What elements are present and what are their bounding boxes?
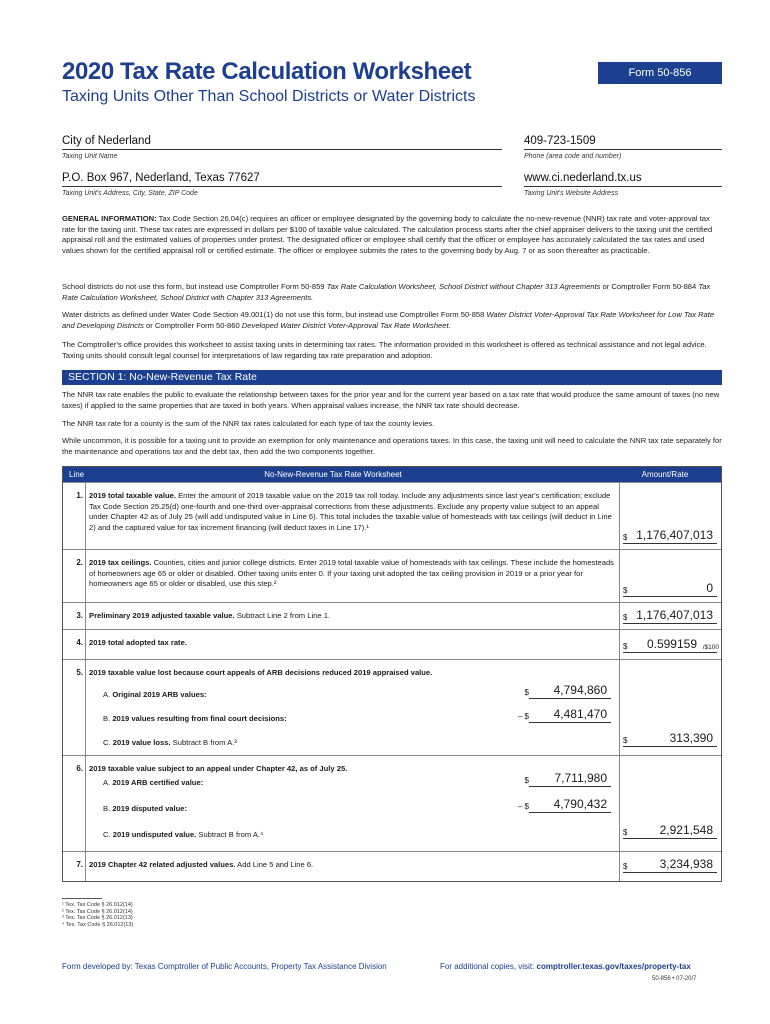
taxing-unit-name-value: City of Nederland <box>62 135 502 150</box>
footnotes <box>62 902 133 928</box>
worksheet-line-7: 7. 2019 Chapter 42 related adjusted values. Add Line 5 and Line 6. $ 3,234,938 <box>63 851 721 881</box>
nnr-worksheet-table <box>62 466 722 882</box>
worksheet-line-6: 6. 2019 taxable value subject to an appeal under Chapter 42, as of July 25. A. 2019 ARB certified value: $ 7,711,980 B. 2019 disputed value: – $ 4,790,432 C. 2019 undisputed value. Subtract B from A.⁴ $ 2,921,548 <box>63 755 721 851</box>
address-field <box>62 172 502 197</box>
phone-field <box>524 135 722 160</box>
worksheet-line-4: 4. 2019 total adopted tax rate. $ 0.599159 /$100 <box>63 629 721 659</box>
taxing-unit-name-field <box>62 135 502 160</box>
line-3-amount[interactable]: $ 1,176,407,013 <box>623 609 717 624</box>
worksheet-line-2: 2. 2019 tax ceilings. Counties, cities and junior college districts. Enter 2019 total taxable value of homesteads with tax ceilings. These include the homesteads of homeowners age 65 or older or disabled. Other taxing units enter 0. If your taxing unit adopted the tax ceiling provision in 2019 or a prior year for homeowners age 65 or older or disabled, use this step.² $ 0 <box>63 549 721 602</box>
address-label: Taxing Unit's Address, City, State, ZIP Code <box>62 190 198 197</box>
footer-copies: For additional copies, visit: comptroller.texas.gov/taxes/property-tax <box>440 962 691 971</box>
worksheet-line-3: 3. Preliminary 2019 adjusted taxable value. Subtract Line 2 from Line 1. $ 1,176,407,013 <box>63 602 721 629</box>
line-6-amount[interactable]: $ 2,921,548 <box>623 824 717 839</box>
line-7-amount[interactable]: $ 3,234,938 <box>623 858 717 873</box>
footnote: ¹ Tex. Tax Code § 26.012(14) <box>62 902 133 908</box>
line-2-amount[interactable]: $ 0 <box>623 582 717 597</box>
general-information-heading: GENERAL INFORMATION: <box>62 214 157 223</box>
footnote-divider <box>62 898 102 899</box>
phone-value: 409-723-1509 <box>524 135 722 150</box>
comptroller-disclaimer-paragraph: The Comptroller's office provides this worksheet to assist taxing units in determining tax rates. The information provided in this worksheet is offered as technical assistance and not legal advice. Taxing units should consult legal counsel for interpretations of law regarding tax rate preparation and adoption. <box>62 340 707 360</box>
form-number-badge: Form 50-856 <box>598 62 722 84</box>
website-value: www.ci.nederland.tx.us <box>524 172 722 187</box>
line-5a: A. Original 2019 ARB values: <box>103 690 207 699</box>
phone-label: Phone (area code and number) <box>524 153 622 160</box>
section-1-county-note: The NNR tax rate for a county is the sum of the NNR tax rates calculated for each type of tax the county levies. <box>62 419 435 428</box>
footnote: ² Tex. Tax Code § 26.012(14) <box>62 908 133 915</box>
line-6c: C. 2019 undisputed value. Subtract B from A.⁴ <box>103 830 264 839</box>
col-amount-header: Amount/Rate <box>641 470 689 479</box>
line-5c: C. 2019 value loss. Subtract B from A.³ <box>103 738 237 747</box>
page-title: 2020 Tax Rate Calculation Worksheet <box>62 58 472 85</box>
general-information-paragraph: GENERAL INFORMATION: Tax Code Section 26.04(c) requires an officer or employee designated by the governing body to calculate the no-new-revenue (NNR) tax rate and voter-approval tax rate for the taxing unit. These tax rates are expressed in dollars per $100 of taxable value calculated. The calculation process starts after the chief appraiser delivers to the taxing unit the certified appraisal roll and the estimated values of properties under protest. The designated officer or employee shall certify that the officer or employee has accurately calculated the tax rates and used values shown for the certified appraisal roll or certified estimate. The officer or employee submits the rates to the governing body by Aug. 7 or as soon thereafter as practicable. <box>62 214 713 255</box>
comptroller-link[interactable]: comptroller.texas.gov/taxes/property-tax <box>536 962 691 971</box>
section-1-header: SECTION 1: No-New-Revenue Tax Rate <box>62 370 722 385</box>
col-line-header: Line <box>69 470 85 479</box>
page-subtitle: Taxing Units Other Than School Districts or Water Districts <box>62 88 476 105</box>
line-6a: A. 2019 ARB certified value: <box>103 778 204 787</box>
worksheet-line-5: 5. 2019 taxable value lost because court appeals of ARB decisions reduced 2019 appraised value. A. Original 2019 ARB values: $ 4,794,860 B. 2019 values resulting from final court decisions: – $ 4,481,470 C. 2019 value loss. Subtract B from A.³ $ 313,390 <box>63 659 721 755</box>
water-district-paragraph: Water districts as defined under Water Code Section 49.001(1) do not use this form, but instead use Comptroller Form 50-858 Water District Voter-Approval Tax Rate Worksheet for Low Tax Rate and Developing Districts or Comptroller Form 50-860 Developed Water District Voter-Approval Tax Rate Worksheet. <box>62 310 715 330</box>
line-4-rate[interactable]: $ 0.599159 /$100 <box>623 637 719 651</box>
line-6a-amount[interactable]: $ 7,711,980 <box>529 772 611 787</box>
footer-form-code: 50-856 • 07-20/7 <box>652 976 697 982</box>
address-value: P.O. Box 967, Nederland, Texas 77627 <box>62 172 502 187</box>
footer-credit: Form developed by: Texas Comptroller of Public Accounts, Property Tax Assistance Division <box>62 962 387 971</box>
worksheet-line-1: 1. 2019 total taxable value. Enter the amount of 2019 taxable value on the 2019 tax roll today. Include any adjustments since last year's certification; exclude Tax Code Section 25.25(d) one-fourth and one-third over-appraisal corrections from these adjustments. Exclude any property value subject to an appeal under Chapter 42 as of July 25 (will add undisputed value in Line 6). This total includes the taxable value of homesteads with tax ceilings (will deduct in Line 2) and the captured value for tax increment financing (will deduct taxes in Line 17).¹ $ 1,176,407,013 <box>63 482 721 549</box>
website-field <box>524 172 722 197</box>
section-1-exemption-note: While uncommon, it is possible for a taxing unit to provide an exemption for only maintenance and operations taxes. In this case, the taxing unit will need to calculate the NNR tax rate separately for the maintenance and operations tax and the debt tax, then add the two components together. <box>62 436 722 456</box>
footnote: ³ Tex. Tax Code § 26.012(13) <box>62 915 133 922</box>
line-6b-amount[interactable]: – $ 4,790,432 <box>529 798 611 813</box>
line-5b-amount[interactable]: – $ 4,481,470 <box>529 708 611 723</box>
website-label: Taxing Unit's Website Address <box>524 190 619 197</box>
line-5a-amount[interactable]: $ 4,794,860 <box>529 684 611 699</box>
line-6b: B. 2019 disputed value: <box>103 804 188 813</box>
taxing-unit-name-label: Taxing Unit Name <box>62 153 118 160</box>
section-1-intro: The NNR tax rate enables the public to evaluate the relationship between taxes for the prior year and for the current year based on a tax rate that would produce the same amount of taxes (no new taxes) if applied to the same properties that are taxed in both years. When appraisal values increase, the NNR tax rate should decrease. <box>62 390 720 410</box>
school-district-paragraph: School districts do not use this form, but instead use Comptroller Form 50-859 Tax Rate Calculation Worksheet, School District without Chapter 313 Agreements or Comptroller Form 50-884 Tax Rate Calculation Worksheet, School District with Chapter 313 Agreements. <box>62 282 711 302</box>
col-worksheet-header: No-New-Revenue Tax Rate Worksheet <box>264 470 402 479</box>
line-5b: B. 2019 values resulting from final court decisions: <box>103 714 287 723</box>
footnote: ⁴ Tex. Tax Code § 26.012(13) <box>62 921 134 928</box>
table-header <box>63 467 721 482</box>
line-1-amount[interactable]: $ 1,176,407,013 <box>623 529 717 544</box>
line-5-amount[interactable]: $ 313,390 <box>623 732 717 747</box>
